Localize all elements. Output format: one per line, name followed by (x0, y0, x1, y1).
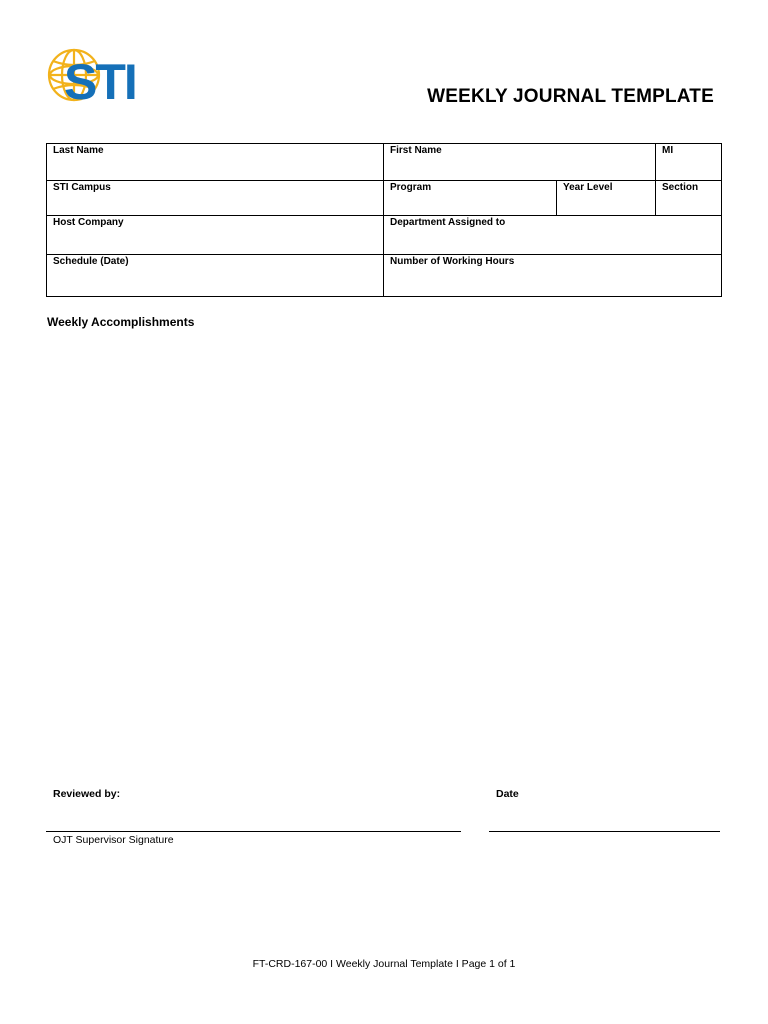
signature-line[interactable] (46, 831, 461, 832)
student-info-table (46, 143, 722, 297)
section-field[interactable]: Section (656, 181, 722, 216)
signature-caption: OJT Supervisor Signature (53, 834, 174, 846)
year-level-field[interactable]: Year Level (557, 181, 656, 216)
first-name-field[interactable]: First Name (384, 144, 656, 181)
host-company-field[interactable]: Host Company (47, 216, 384, 255)
working-hours-field[interactable]: Number of Working Hours (384, 255, 722, 297)
svg-text:STI: STI (64, 54, 136, 108)
program-field[interactable]: Program (384, 181, 557, 216)
date-label: Date (496, 788, 519, 800)
department-field[interactable]: Department Assigned to (384, 216, 722, 255)
reviewed-by-label: Reviewed by: (53, 788, 121, 800)
accomplishments-heading: Weekly Accomplishments (47, 315, 195, 329)
sti-logo (44, 42, 176, 108)
schedule-field[interactable]: Schedule (Date) (47, 255, 384, 297)
document-title: WEEKLY JOURNAL TEMPLATE (427, 86, 714, 107)
mi-field[interactable]: MI (656, 144, 722, 181)
globe-logo-icon (44, 42, 176, 108)
last-name-field[interactable]: Last Name (47, 144, 384, 181)
date-line[interactable] (489, 831, 720, 832)
sti-campus-field[interactable]: STI Campus (47, 181, 384, 216)
page-footer: FT-CRD-167-00 I Weekly Journal Template I Page 1 of 1 (252, 958, 516, 970)
